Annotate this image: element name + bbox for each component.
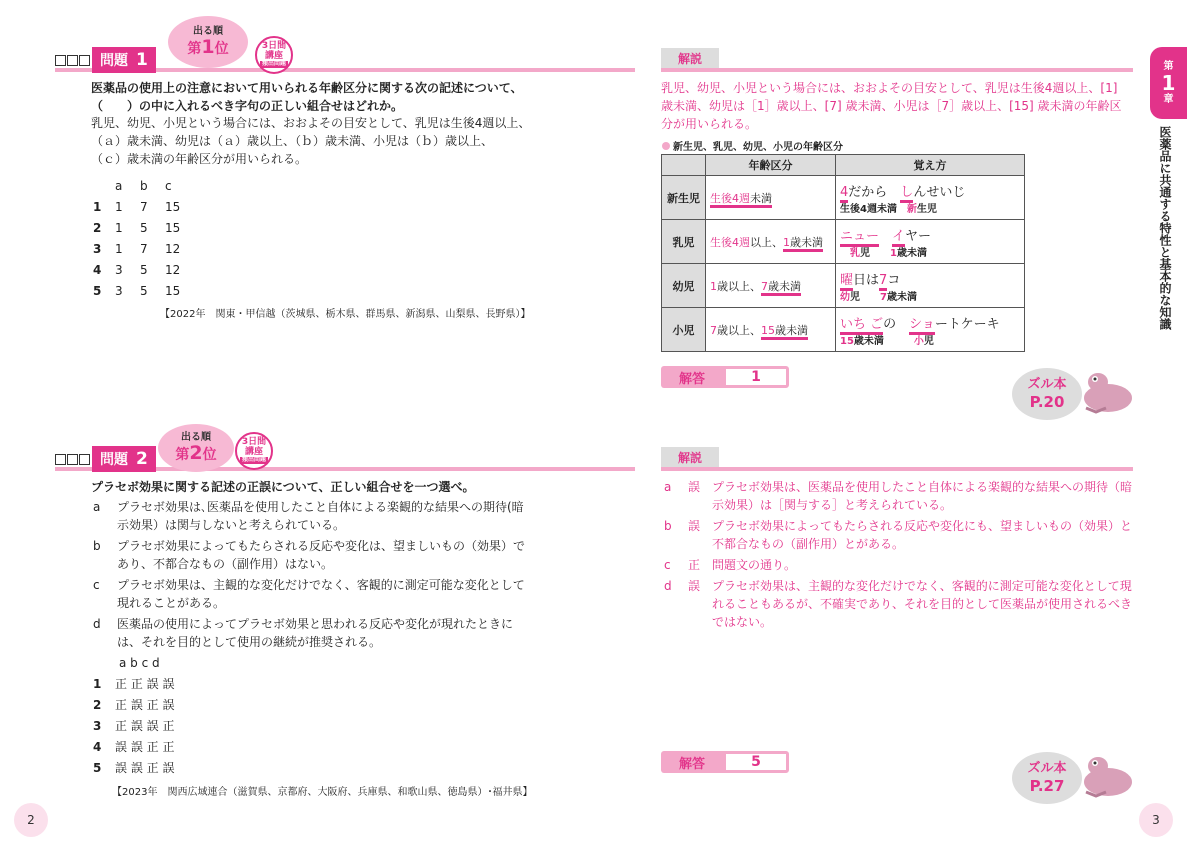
age-table-head-range: 年齢区分 (706, 155, 836, 176)
chapter-title: 医薬品に共通する特性と基本的な知識 (1158, 126, 1172, 330)
chapter-tab[interactable]: 第 1 章 (1150, 47, 1187, 119)
q1-course-badge: 3日間 講座 頻出問題 (255, 36, 293, 74)
a2-item-b: b 誤 プラセボ効果によってもたらされる反応や変化にも、望ましいもの（効果）と 不都合なもの（副作用）とがある。 (664, 519, 1133, 551)
q1-body: 乳児、幼児、小児という場合には、おおよその目安として、乳児は生後4週以上、 （ａ）歳未満、幼児は（ａ）歳以上、（ｂ）歳未満、小児は（ｂ）歳以上、 （ｃ）歳未満の年齢区分が用いられる。 (91, 116, 531, 166)
q2-label: 問題 2 (92, 446, 156, 472)
q1-header-rule-right (661, 68, 1133, 72)
a1-kaisetsu-label: 解説 (661, 48, 719, 68)
q1-rank-burst: 出る順 第1位 (168, 16, 248, 68)
age-row-infant: 乳児 生後4週以上、1歳未満 ニュー イヤー 乳児 1歳未満 (662, 220, 1025, 264)
a1-answer: 解答 1 (661, 366, 789, 388)
age-table (661, 154, 1025, 352)
q1-choice-5[interactable]: 5 3 5 15 (93, 283, 181, 298)
q1-stem: 医薬品の使用上の注意において用いられる年齢区分に関する次の記述について、 （ ）の中に入れるべき字句の正しい組合せはどれか。 (91, 81, 523, 113)
a1-explanation: 乳児、幼児、小児という場合には、おおよその目安として、乳児は生後4週以上、[1] 歳未満、幼児は［1］歳以上、[7] 歳未満、小児は［7］歳以上、[15] 歳未満の年齢区 分が用いられる。 (661, 81, 1122, 131)
bullet-dot-icon (662, 142, 670, 150)
frog-icon (1078, 752, 1134, 798)
age-row-newborn: 新生児 生後4週未満 4だから しんせいじ 生後4週未満 新生児 (662, 176, 1025, 220)
q2-stem: プラセボ効果に関する記述の正誤について、正しい組合せを一つ選べ。 (91, 480, 475, 494)
q1-choice-3[interactable]: 3 1 7 12 (93, 241, 181, 256)
q1-choice-2[interactable]: 2 1 5 15 (93, 220, 181, 235)
q2-choice-5[interactable]: 5 誤 誤 正 誤 (93, 760, 175, 775)
frog-icon (1078, 368, 1134, 414)
q1-source: 【2022年 関東・甲信越（茨城県、栃木県、群馬県、新潟県、山梨県、長野県）】 (160, 309, 531, 320)
age-table-head-mem: 覚え方 (836, 155, 1025, 176)
q2-choice-3[interactable]: 3 正 誤 誤 正 (93, 718, 175, 733)
q2-item-d: d 医薬品の使用によってプラセボ効果と思われる反応や変化が現れたときに は、それを目的として使用の継続が推奨される。 (93, 617, 514, 649)
q2-item-b: b プラセボ効果によってもたらされる反応や変化は、望ましいもの（効果）で あり、不都合なもの（副作用）はない。 (93, 539, 526, 571)
q1-label: 問題 1 (92, 47, 156, 73)
q2-item-a: a プラセボ効果は､医薬品を使用したこと自体による楽観的な結果への期待(暗 示効果）は関与しないと考えられている。 (93, 500, 524, 532)
q2-rank-burst: 出る順 第2位 (158, 424, 234, 472)
q1-header (55, 47, 156, 73)
q2-choice-2[interactable]: 2 正 誤 正 誤 (93, 697, 175, 712)
age-row-toddler: 幼児 1歳以上、7歳未満 曜日は7コ 幼児 7歳未満 (662, 264, 1025, 308)
q2-course-badge: 3日間 講座 頻出問題 (235, 432, 273, 470)
q1-choices: a b c 1 1 7 15 2 1 5 15 3 1 7 12 4 3 5 12 5 3 5 15 (93, 175, 190, 301)
age-row-child: 小児 7歳以上、15歳未満 いち ごの ショートケーキ 15歳未満 小児 (662, 308, 1025, 352)
q1-choice-1[interactable]: 1 1 7 15 (93, 199, 181, 214)
q2-item-c: c プラセボ効果は、主観的な変化だけでなく、客観的に測定可能な変化として 現れることがある。 (93, 578, 525, 610)
age-table-corner (662, 155, 706, 176)
q2-items (93, 498, 537, 654)
a2-items (664, 478, 1137, 634)
q1-choice-4[interactable]: 4 3 5 12 (93, 262, 181, 277)
a2-zuru-bubble[interactable]: ズル本 P.27 (1012, 752, 1082, 804)
q1-check-boxes[interactable] (55, 55, 90, 66)
q2-choice-4[interactable]: 4 誤 誤 正 正 (93, 739, 175, 754)
q2-choice-1[interactable]: 1 正 正 誤 誤 (93, 676, 175, 691)
q2-header-rule-right (661, 467, 1133, 471)
q2-header (55, 446, 156, 472)
page-number-right: 3 (1139, 803, 1173, 837)
page-number-left: 2 (14, 803, 48, 837)
a2-answer: 解答 5 (661, 751, 789, 773)
q2-check-boxes[interactable] (55, 454, 90, 465)
a1-zuru-bubble[interactable]: ズル本 P.20 (1012, 368, 1082, 420)
a2-kaisetsu-label: 解説 (661, 447, 719, 467)
q2-source: 【2023年 関西広域連合（滋賀県、京都府、大阪府、兵庫県、和歌山県、徳島県）･福井県】 (112, 787, 533, 798)
a1-table-caption: 新生児、乳児、幼児、小児の年齢区分 (662, 138, 843, 153)
a2-item-d: d 誤 プラセボ効果は、主観的な変化だけでなく、客観的に測定可能な変化として現 れることもあるが、不確実であり、それを目的として医薬品が使用されるべき ではない。 (664, 579, 1133, 629)
q2-choices: a b c d 1 正 正 誤 誤 2 正 誤 正 誤 3 正 誤 誤 正 4 誤 誤 正 正 5 誤 誤 正 誤 (93, 652, 174, 778)
a2-item-a: a 誤 プラセボ効果は、医薬品を使用したこと自体による楽観的な結果への期待（暗 示効果）は［関与する］と考えられている。 (664, 480, 1133, 512)
a2-item-c: c 正 問題文の通り。 (664, 558, 797, 572)
